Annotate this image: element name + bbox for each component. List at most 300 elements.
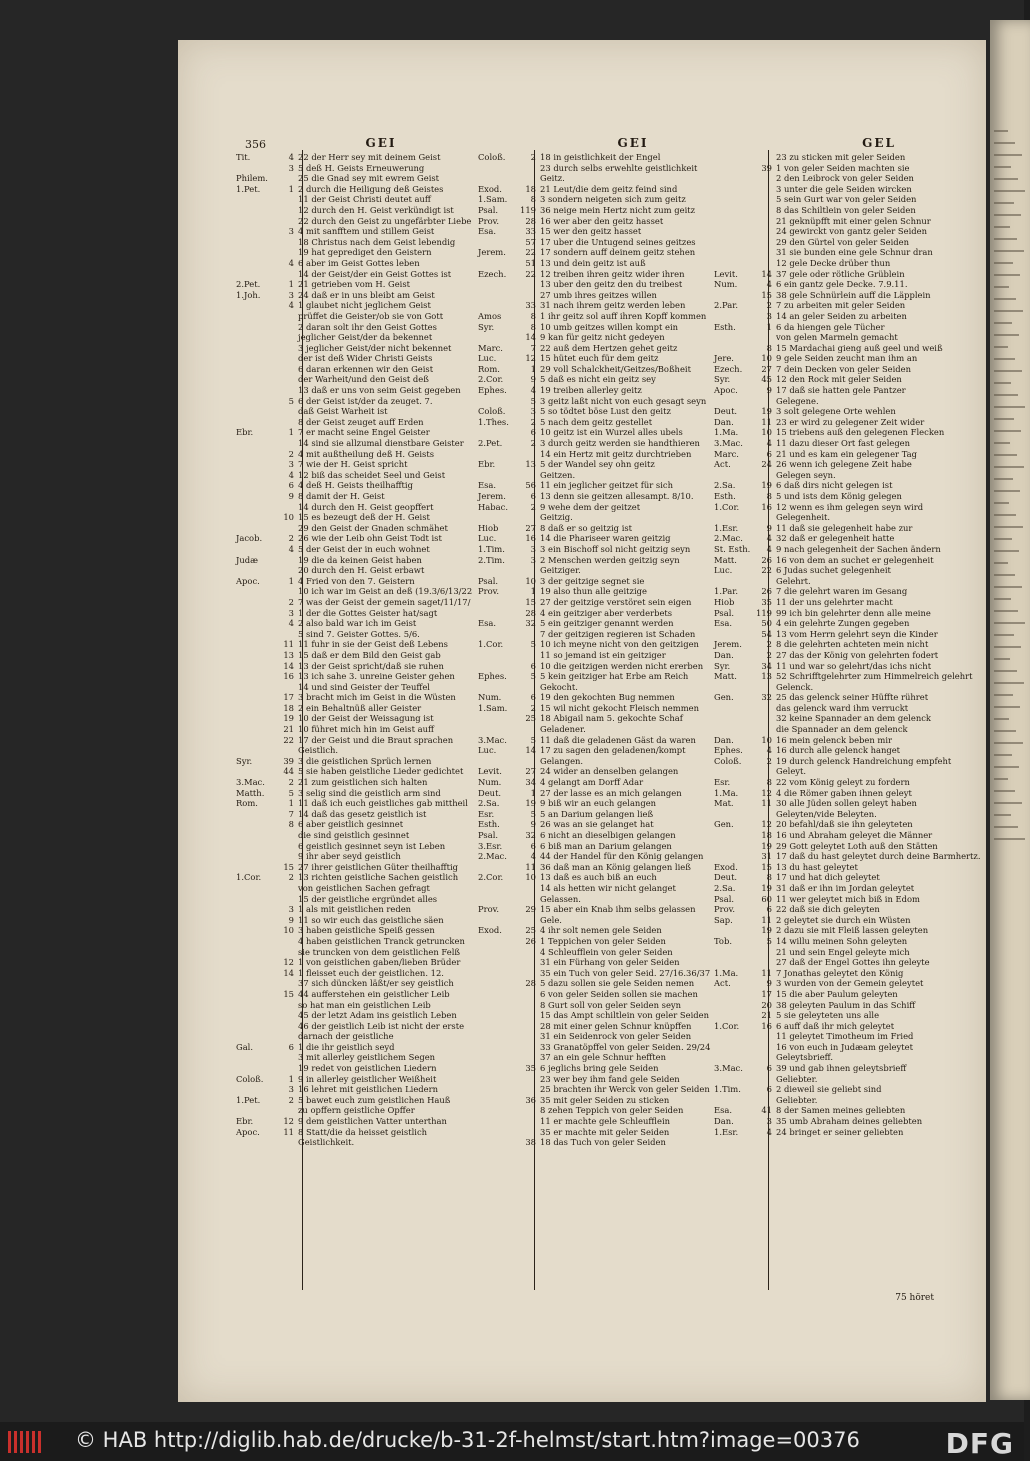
catchword: 75 höret xyxy=(895,1293,934,1303)
book-abbrev: Dan. xyxy=(714,1116,734,1127)
index-entry xyxy=(714,798,964,809)
adjacent-page-text-trace xyxy=(994,754,1012,756)
index-entry xyxy=(236,449,486,460)
entry-text: 20 durch den H. Geist erbawt xyxy=(298,565,425,576)
book-abbrev: Ephes. xyxy=(714,745,743,756)
index-entry xyxy=(714,777,964,788)
entry-text: 11 geleytet Timotheum im Fried xyxy=(776,1031,914,1042)
entry-text: 8 die gelehrten achteten mein nicht xyxy=(776,639,929,650)
entry-text: 8 daß er so geitzig ist xyxy=(540,522,633,533)
column-header: GEI xyxy=(365,136,397,150)
index-entry xyxy=(236,894,486,905)
book-abbrev: Psal. xyxy=(478,575,499,586)
entry-text: 5 deß H. Geists Erneuwerung xyxy=(298,162,425,173)
index-entry xyxy=(236,1000,486,1011)
book-abbrev: 3.Mac. xyxy=(714,1063,743,1074)
book-abbrev: Luc. xyxy=(478,353,497,364)
book-abbrev: Esa. xyxy=(478,480,497,491)
index-entry xyxy=(236,671,486,682)
index-entry xyxy=(478,332,728,343)
chapter-number: 51 xyxy=(525,257,536,268)
index-entry xyxy=(714,629,964,640)
chapter-number: 14 xyxy=(761,268,772,279)
book-abbrev: Prov. xyxy=(478,904,500,915)
chapter-number: 17 xyxy=(761,988,772,999)
index-entry xyxy=(478,872,728,883)
index-entry xyxy=(236,343,486,354)
entry-text: 7 er macht seine Engel Geister xyxy=(298,427,430,438)
index-entry xyxy=(714,650,964,661)
index-entry xyxy=(478,883,728,894)
chapter-number: 5 xyxy=(288,787,294,798)
adjacent-page-text-trace xyxy=(994,466,1024,468)
entry-text: 5 bawet euch zum geistlichen Hauß xyxy=(298,1094,451,1105)
index-entry xyxy=(478,449,728,460)
entry-text: die sind geistlich gesinnet xyxy=(298,830,410,840)
adjacent-page-text-trace xyxy=(994,526,1023,528)
book-abbrev: 2.Sa. xyxy=(714,882,736,893)
index-entry xyxy=(478,925,728,936)
chapter-number: 38 xyxy=(525,1137,536,1148)
entry-text: 8 zehen Teppich von geler Seiden xyxy=(540,1105,684,1116)
index-entry xyxy=(236,216,486,227)
chapter-number: 3 xyxy=(530,554,536,565)
chapter-number: 39 xyxy=(283,755,294,766)
adjacent-page-text-trace xyxy=(994,178,1018,180)
chapter-number: 10 xyxy=(761,734,772,745)
entry-text: 10 der Geist der Weissagung ist xyxy=(298,713,434,724)
entry-text: 19 den gekochten Bug nemmen xyxy=(540,692,675,703)
chapter-number: 6 xyxy=(530,491,536,501)
entry-text: Geliebter. xyxy=(776,1073,818,1084)
index-entry xyxy=(714,163,964,174)
adjacent-page-text-trace xyxy=(994,202,1014,204)
index-entry xyxy=(478,682,728,693)
index-entry xyxy=(478,184,728,195)
chapter-number: 8 xyxy=(530,321,536,332)
book-abbrev: Act. xyxy=(714,459,731,470)
entry-text: prüffet die Geister/ob sie von Gott xyxy=(298,310,444,321)
entry-text: 12 wenn es ihm gelegen seyn wird xyxy=(776,501,924,512)
entry-text: 17 sondern auff deinem geitz stehen xyxy=(540,247,696,258)
chapter-number: 12 xyxy=(761,787,772,798)
book-abbrev: Num. xyxy=(714,279,738,290)
entry-text: 14 ein Hertz mit geitz durchtrieben xyxy=(540,448,692,459)
entry-text: 17 daß du hast geleytet durch deine Barmhertz. xyxy=(776,851,981,862)
chapter-number: 27 xyxy=(761,363,772,374)
chapter-number: 11 xyxy=(761,416,772,427)
entry-text: 1 von geistlichen gaben/lieben Brüder xyxy=(298,957,461,968)
page-number: 356 xyxy=(245,138,266,151)
entry-text: 21 Leut/die dem geitz feind sind xyxy=(540,183,678,194)
chapter-number: 34 xyxy=(525,777,536,788)
book-abbrev: Ebr. xyxy=(236,427,254,438)
chapter-number: 12 xyxy=(283,1116,294,1127)
entry-text: jeglicher Geist/der da bekennet xyxy=(298,332,433,343)
entry-text: 11 daß ich euch geistliches gab mittheil xyxy=(298,798,468,809)
adjacent-page-text-trace xyxy=(994,718,1009,720)
chapter-number: 27 xyxy=(525,766,536,777)
index-entry xyxy=(478,226,728,237)
entry-text: Geliebter. xyxy=(776,1094,818,1105)
book-abbrev: Gen. xyxy=(714,692,734,703)
index-entry xyxy=(236,1074,486,1085)
adjacent-page-text-trace xyxy=(994,262,1013,264)
entry-text: 11 der uns gelehrter macht xyxy=(776,596,893,607)
entry-text: 21 und es kam ein gelegener Tag xyxy=(776,448,917,459)
chapter-number: 10 xyxy=(525,872,536,883)
book-abbrev: Psal. xyxy=(478,204,499,215)
adjacent-page-edge xyxy=(990,20,1030,1400)
chapter-number: 18 xyxy=(525,183,536,194)
adjacent-page-text-trace xyxy=(994,814,1011,816)
entry-text: 11 daß die geladenen Gäst da waren xyxy=(540,734,696,745)
index-entry xyxy=(236,417,486,428)
index-entry xyxy=(236,841,486,852)
index-entry xyxy=(714,406,964,417)
copyright-link[interactable]: © HAB http://diglib.hab.de/drucke/b-31-2f-helmst/start.htm?image=00376 xyxy=(75,1428,860,1452)
chapter-number: 4 xyxy=(288,618,294,629)
chapter-number: 10 xyxy=(525,575,536,586)
entry-text: 15 es bezeugt deß der H. Geist xyxy=(298,512,430,523)
entry-text: 3 durch geitz werden sie handthieren xyxy=(540,438,700,449)
index-entry xyxy=(478,788,728,799)
entry-text: 30 alle Jüden sollen geleyt haben xyxy=(776,798,917,809)
entry-text: 5 und ists dem König gelegen xyxy=(776,491,902,501)
entry-text: 35 er machte mit geler Seiden xyxy=(540,1126,670,1137)
index-entry xyxy=(236,152,486,163)
chapter-number: 12 xyxy=(525,353,536,364)
index-entry xyxy=(714,978,964,989)
index-entry xyxy=(714,894,964,905)
entry-text: 35 ein Tuch von geler Seid. 27/16.36/37 xyxy=(540,967,711,978)
index-entry xyxy=(478,300,728,311)
adjacent-page-text-trace xyxy=(994,154,1022,156)
chapter-number: 19 xyxy=(761,480,772,491)
chapter-number: 19 xyxy=(283,713,294,724)
entry-text: 27 der geitzige verstöret sein eigen xyxy=(540,596,692,607)
column-header: GEI xyxy=(617,136,649,150)
index-entry xyxy=(478,374,728,385)
adjacent-page-text-trace xyxy=(994,322,1012,324)
index-entry xyxy=(478,841,728,852)
entry-text: Geleyten/vide Beleyten. xyxy=(776,808,877,819)
entry-text: 13 vom Herrn gelehrt seyn die Kinder xyxy=(776,628,938,639)
book-abbrev: Levit. xyxy=(714,268,738,279)
entry-text: 7 die gelehrt waren im Gesang xyxy=(776,586,908,597)
entry-text: 2 durch die Heiligung deß Geistes xyxy=(298,183,444,194)
chapter-number: 4 xyxy=(766,279,772,290)
chapter-number: 4 xyxy=(766,543,772,554)
index-entry xyxy=(236,364,486,375)
entry-text: 2 dieweil sie geliebt sind xyxy=(776,1084,882,1095)
entry-text: 2 dazu sie mit Fleiß lassen geleyten xyxy=(776,925,929,936)
chapter-number: 15 xyxy=(283,861,294,872)
entry-text: 5 kein geitziger hat Erbe am Reich xyxy=(540,671,689,682)
index-entry xyxy=(236,332,486,343)
chapter-number: 1 xyxy=(530,787,536,798)
adjacent-page-text-trace xyxy=(994,406,1025,408)
chapter-number: 10 xyxy=(283,925,294,936)
index-entry xyxy=(236,1095,486,1106)
entry-text: 11 er machte gele Schleufflein xyxy=(540,1116,671,1127)
adjacent-page-text-trace xyxy=(994,658,1010,660)
book-abbrev: Esth. xyxy=(478,819,500,830)
book-abbrev: Syr. xyxy=(236,755,253,766)
index-entry xyxy=(236,1010,486,1021)
chapter-number: 56 xyxy=(525,480,536,491)
entry-text: 21 geknüpfft mit einer gelen Schnur xyxy=(776,215,931,226)
entry-text: 9 ihr aber seyd geistlich xyxy=(298,851,401,862)
chapter-number: 12 xyxy=(761,819,772,830)
chapter-number: 57 xyxy=(525,236,536,247)
entry-text: 11 wer geleytet mich biß in Edom xyxy=(776,893,920,904)
index-entry xyxy=(478,650,728,661)
entry-text: 1 als mit geistlichen reden xyxy=(298,904,412,915)
book-abbrev: Esr. xyxy=(714,777,731,788)
index-entry xyxy=(478,237,728,248)
index-entry xyxy=(714,947,964,958)
entry-text: 14 sind sie allzumal dienstbare Geister xyxy=(298,438,464,449)
book-abbrev: Num. xyxy=(478,692,502,703)
index-entry xyxy=(236,650,486,661)
chapter-number: 28 xyxy=(525,978,536,989)
entry-text: 13 uber den geitz den du treibest xyxy=(540,279,683,290)
index-entry xyxy=(236,925,486,936)
book-abbrev: Rom. xyxy=(478,363,500,374)
chapter-number: 1 xyxy=(530,586,536,597)
entry-text: 19 treiben allerley geitz xyxy=(540,385,642,396)
chapter-number: 3 xyxy=(288,459,294,470)
index-entry xyxy=(714,936,964,947)
chapter-number: 35 xyxy=(525,1063,536,1074)
index-entry xyxy=(714,269,964,280)
index-entry xyxy=(478,1031,728,1042)
index-entry xyxy=(236,1105,486,1116)
adjacent-page-text-trace xyxy=(994,418,1014,420)
book-abbrev: 1.Cor. xyxy=(714,501,740,512)
entry-text: 3 solt gelegene Orte wehlen xyxy=(776,406,896,417)
book-abbrev: 3.Mac. xyxy=(236,777,265,788)
index-entry xyxy=(236,618,486,629)
index-entry xyxy=(714,374,964,385)
chapter-number: 1 xyxy=(288,798,294,809)
book-abbrev: Philem. xyxy=(236,173,268,184)
book-abbrev: Psal. xyxy=(478,830,499,840)
index-entry xyxy=(236,194,486,205)
book-abbrev: Matth. xyxy=(236,787,265,798)
index-entry xyxy=(478,756,728,767)
entry-text: 16 mein gelenck beben mir xyxy=(776,734,893,745)
adjacent-page-text-trace xyxy=(994,358,1015,360)
entry-text: 3 haben geistliche Speiß gessen xyxy=(298,925,435,936)
chapter-number: 3 xyxy=(530,406,536,417)
index-entry xyxy=(478,343,728,354)
index-entry xyxy=(478,978,728,989)
entry-text: 10 umb geitzes willen kompt ein xyxy=(540,321,679,332)
chapter-number: 50 xyxy=(761,618,772,629)
entry-text: 26 wenn ich gelegene Zeit habe xyxy=(776,459,912,470)
chapter-number: 4 xyxy=(288,152,294,162)
index-entry xyxy=(478,809,728,820)
book-abbrev: Esa. xyxy=(478,226,497,237)
entry-text: darnach der geistliche xyxy=(298,1031,394,1042)
entry-text: 36 daß man an König gelangen ließ xyxy=(540,861,691,872)
index-entry xyxy=(714,756,964,767)
entry-text: 22 der Herr sey mit deinem Geist xyxy=(298,152,441,162)
adjacent-page-text-trace xyxy=(994,370,1022,372)
chapter-number: 27 xyxy=(525,522,536,533)
index-entry xyxy=(478,480,728,491)
index-entry xyxy=(714,576,964,587)
chapter-number: 3 xyxy=(288,162,294,173)
adjacent-page-text-trace xyxy=(994,598,1011,600)
entry-text: 8 der Geist zeuget auff Erden xyxy=(298,416,424,427)
adjacent-page-text-trace xyxy=(994,706,1020,708)
index-entry xyxy=(714,258,964,269)
book-abbrev: 1.Ma. xyxy=(714,787,739,798)
entry-text: 6 daran erkennen wir den Geist xyxy=(298,363,434,374)
index-entry xyxy=(478,1105,728,1116)
entry-text: 10 geitz ist ein Wurzel alles ubels xyxy=(540,427,683,438)
entry-text: 3 unter die gele Seiden wircken xyxy=(776,183,912,194)
adjacent-page-text-trace xyxy=(994,430,1021,432)
entry-text: 25 brachten ihr Werck von geler Seiden xyxy=(540,1084,710,1095)
entry-text: 5 dazu sollen sie gele Seiden nemen xyxy=(540,978,695,989)
chapter-number: 4 xyxy=(288,300,294,311)
chapter-number: 6 xyxy=(530,660,536,671)
entry-text: 11 ein jeglicher geitzet für sich xyxy=(540,480,673,491)
entry-text: 2 den Leibrock von geler Seiden xyxy=(776,173,914,184)
book-abbrev: 3.Mac. xyxy=(478,734,507,745)
chapter-number: 19 xyxy=(525,798,536,809)
index-entry xyxy=(478,385,728,396)
chapter-number: 22 xyxy=(283,734,294,745)
entry-text: 7 was der Geist der gemein saget/11/17/ xyxy=(298,596,471,607)
entry-text: 9 in allerley geistlicher Weißheit xyxy=(298,1073,437,1084)
entry-text: 11 so wir euch das geistliche säen xyxy=(298,914,444,925)
entry-text: 7 dein Decken von geler Seiden xyxy=(776,363,912,374)
adjacent-page-text-trace xyxy=(994,238,1017,240)
book-abbrev: 2.Sa. xyxy=(714,480,736,491)
entry-text: der Warheit/und den Geist deß xyxy=(298,374,429,385)
entry-text: die Spannader an dem gelenck xyxy=(776,724,908,735)
entry-text: 15 die aber Paulum geleyten xyxy=(776,988,898,999)
index-entry xyxy=(714,311,964,322)
index-entry xyxy=(478,904,728,915)
chapter-number: 18 xyxy=(761,830,772,840)
entry-text: 9 dem geistlichen Vatter unterthan xyxy=(298,1116,447,1127)
entry-text: 3 jeglicher Geist/der nicht bekennet xyxy=(298,342,452,353)
entry-text: 21 zum geistlichen sich halten xyxy=(298,777,428,788)
index-entry xyxy=(236,576,486,587)
chapter-number: 22 xyxy=(525,268,536,279)
chapter-number: 15 xyxy=(761,289,772,300)
index-entry xyxy=(236,692,486,703)
index-entry xyxy=(236,1127,486,1138)
chapter-number: 19 xyxy=(761,406,772,417)
book-abbrev: 2.Mac. xyxy=(478,851,507,862)
book-abbrev: Matt. xyxy=(714,554,737,565)
adjacent-page-text-trace xyxy=(994,790,1015,792)
entry-text: 15 der geistliche ergründet alles xyxy=(298,893,438,904)
index-entry xyxy=(236,247,486,258)
book-abbrev: Ebr. xyxy=(236,1116,254,1127)
index-entry xyxy=(478,947,728,958)
index-entry xyxy=(236,756,486,767)
entry-text: 6 der Geist ist/der da zeuget. 7. xyxy=(298,395,433,406)
entry-text: 13 und dein geitz ist auß xyxy=(540,257,646,268)
entry-text: 25 die Gnad sey mit ewrem Geist xyxy=(298,173,440,184)
entry-text: 4 deß H. Geists theilhafftig xyxy=(298,480,413,491)
chapter-number: 1 xyxy=(288,575,294,586)
index-entry xyxy=(236,661,486,672)
index-entry xyxy=(236,1031,486,1042)
entry-text: 6 daß dirs nicht gelegen ist xyxy=(776,480,893,491)
chapter-number: 11 xyxy=(761,914,772,925)
entry-text: 52 Schrifftgelehrter zum Himmelreich gelehrt xyxy=(776,671,973,682)
index-entry xyxy=(714,904,964,915)
index-entry xyxy=(236,491,486,502)
chapter-number: 6 xyxy=(766,1084,772,1095)
chapter-number: 9 xyxy=(766,978,772,989)
adjacent-page-text-trace xyxy=(994,226,1010,228)
entry-text: 6 aber im Geist Gottes leben xyxy=(298,257,420,268)
entry-text: 15 wil nicht gekocht Fleisch nemmen xyxy=(540,702,699,713)
index-entry xyxy=(236,936,486,947)
index-entry xyxy=(236,957,486,968)
index-entry xyxy=(236,300,486,311)
entry-text: Gelegene. xyxy=(776,395,819,406)
index-entry xyxy=(478,258,728,269)
adjacent-page-text-trace xyxy=(994,394,1018,396)
entry-text: 13 der Geist spricht/daß sie ruhen xyxy=(298,660,444,671)
entry-text: 11 daß sie gelegenheit habe zur xyxy=(776,522,913,533)
chapter-number: 11 xyxy=(761,798,772,809)
index-entry xyxy=(714,470,964,481)
index-entry xyxy=(714,226,964,237)
chapter-number: 1 xyxy=(288,279,294,290)
entry-text: 39 und gab ihnen geleytsbrieff xyxy=(776,1063,907,1074)
index-entry xyxy=(714,438,964,449)
entry-text: 4 haben geistlichen Tranck getruncken xyxy=(298,935,465,946)
index-entry xyxy=(236,703,486,714)
chapter-number: 15 xyxy=(761,861,772,872)
index-entry xyxy=(478,163,728,174)
entry-text: das gelenck ward ihm verruckt xyxy=(776,702,909,713)
book-abbrev: Jacob. xyxy=(236,533,263,544)
index-entry xyxy=(236,173,486,184)
entry-text: 17 und hat dich geleytet xyxy=(776,872,880,883)
entry-text: 31 ein Seidenrock von geler Seiden xyxy=(540,1031,692,1042)
book-abbrev: Ezech. xyxy=(478,268,507,279)
adjacent-page-text-trace xyxy=(994,802,1022,804)
index-entry xyxy=(714,766,964,777)
chapter-number: 2 xyxy=(288,1094,294,1105)
entry-text: 35 mit geler Seiden zu sticken xyxy=(540,1094,670,1105)
index-entry xyxy=(236,184,486,195)
entry-text: 27 umb ihres geitzes willen xyxy=(540,289,657,300)
chapter-number: 2 xyxy=(288,533,294,544)
index-entry xyxy=(478,936,728,947)
index-entry xyxy=(714,957,964,968)
entry-text: 15 triebens auß den gelegenen Flecken xyxy=(776,427,945,438)
book-abbrev: Deut. xyxy=(714,406,738,417)
chapter-number: 14 xyxy=(283,660,294,671)
entry-text: 6 biß man an Darium gelangen xyxy=(540,840,672,851)
index-entry xyxy=(236,226,486,237)
index-entry xyxy=(478,459,728,470)
